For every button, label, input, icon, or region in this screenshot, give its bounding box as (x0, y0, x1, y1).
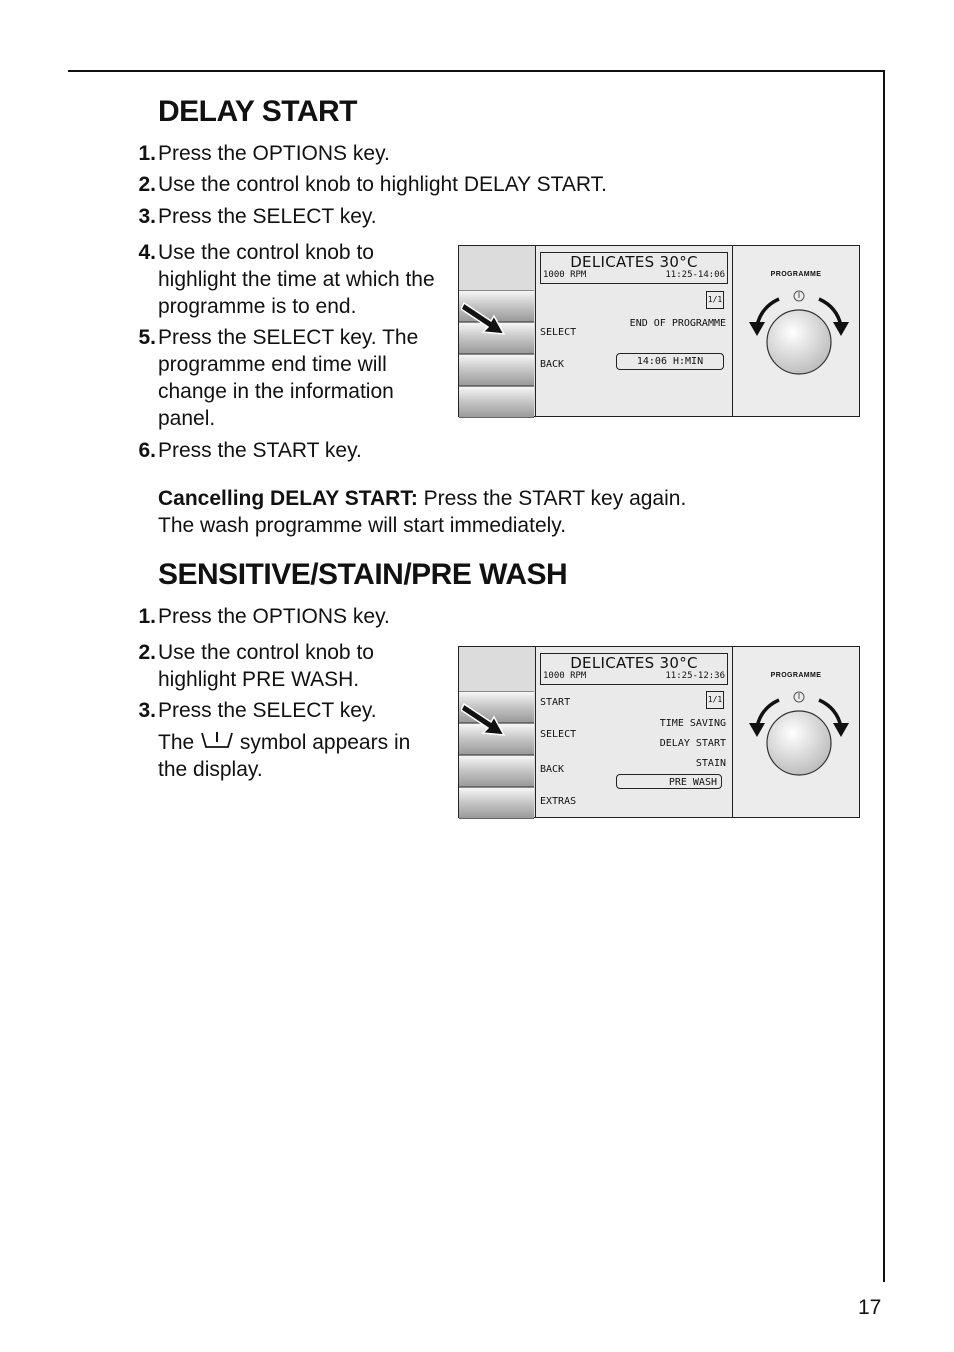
programme-knob-icon (743, 683, 853, 783)
display-label-extras: EXTRAS (540, 796, 577, 807)
display-label-select: SELECT (540, 327, 577, 338)
display-option-stain: STAIN (695, 758, 726, 769)
control-panel-delay (458, 245, 860, 417)
display-title: DELICATES 30°C (570, 253, 698, 271)
pointer-arrow-icon (461, 699, 507, 739)
display-option: END OF PROGRAMME (629, 318, 726, 329)
display-title: DELICATES 30°C (570, 654, 698, 672)
display-highlight: 14:06 H:MIN (616, 353, 724, 370)
knob-area (733, 246, 859, 416)
display-screen (536, 246, 733, 416)
display-rpm: 1000 RPM (543, 270, 587, 280)
prewash-tub-icon (200, 730, 234, 752)
cancel-note: Cancelling DELAY START: Press the START key again. The wash programme will start immediately. (158, 487, 687, 537)
right-rule (883, 70, 885, 1282)
prewash-heading: SENSITIVE/STAIN/PRE WASH (158, 558, 568, 591)
display-option-time-saving: TIME SAVING (659, 718, 726, 729)
display-screen (536, 647, 733, 817)
display-label-back: BACK (540, 764, 565, 775)
page-number: 17 (858, 1296, 882, 1319)
display-label-back: BACK (540, 359, 565, 370)
key-3 (459, 755, 534, 787)
option-keys (459, 647, 536, 817)
display-option-delay-start: DELAY START (659, 738, 726, 749)
pointer-arrow-icon (461, 298, 507, 338)
knob-label: PROGRAMME (770, 672, 822, 679)
top-rule (68, 70, 885, 72)
prewash-symbol-note: The symbol appears in the display. (158, 731, 411, 781)
page-indicator-icon: 1/1 (706, 291, 724, 309)
knob-label: PROGRAMME (770, 271, 822, 278)
key-4 (459, 386, 534, 418)
display-rpm: 1000 RPM (543, 671, 587, 681)
display-highlight: PRE WASH (616, 774, 722, 789)
option-keys (459, 246, 536, 416)
display-label-start: START (540, 697, 571, 708)
delay-start-heading: DELAY START (158, 95, 357, 128)
display-time: 11:25-12:36 (665, 671, 725, 681)
display-header (540, 252, 728, 284)
key-4 (459, 787, 534, 819)
programme-knob-icon (743, 282, 853, 382)
page-indicator-icon: 1/1 (706, 691, 724, 709)
display-time: 11:25-14:06 (665, 270, 725, 280)
key-3 (459, 354, 534, 386)
control-panel-prewash (458, 646, 860, 818)
display-label-select: SELECT (540, 729, 577, 740)
knob-area (733, 647, 859, 817)
display-header (540, 653, 728, 685)
